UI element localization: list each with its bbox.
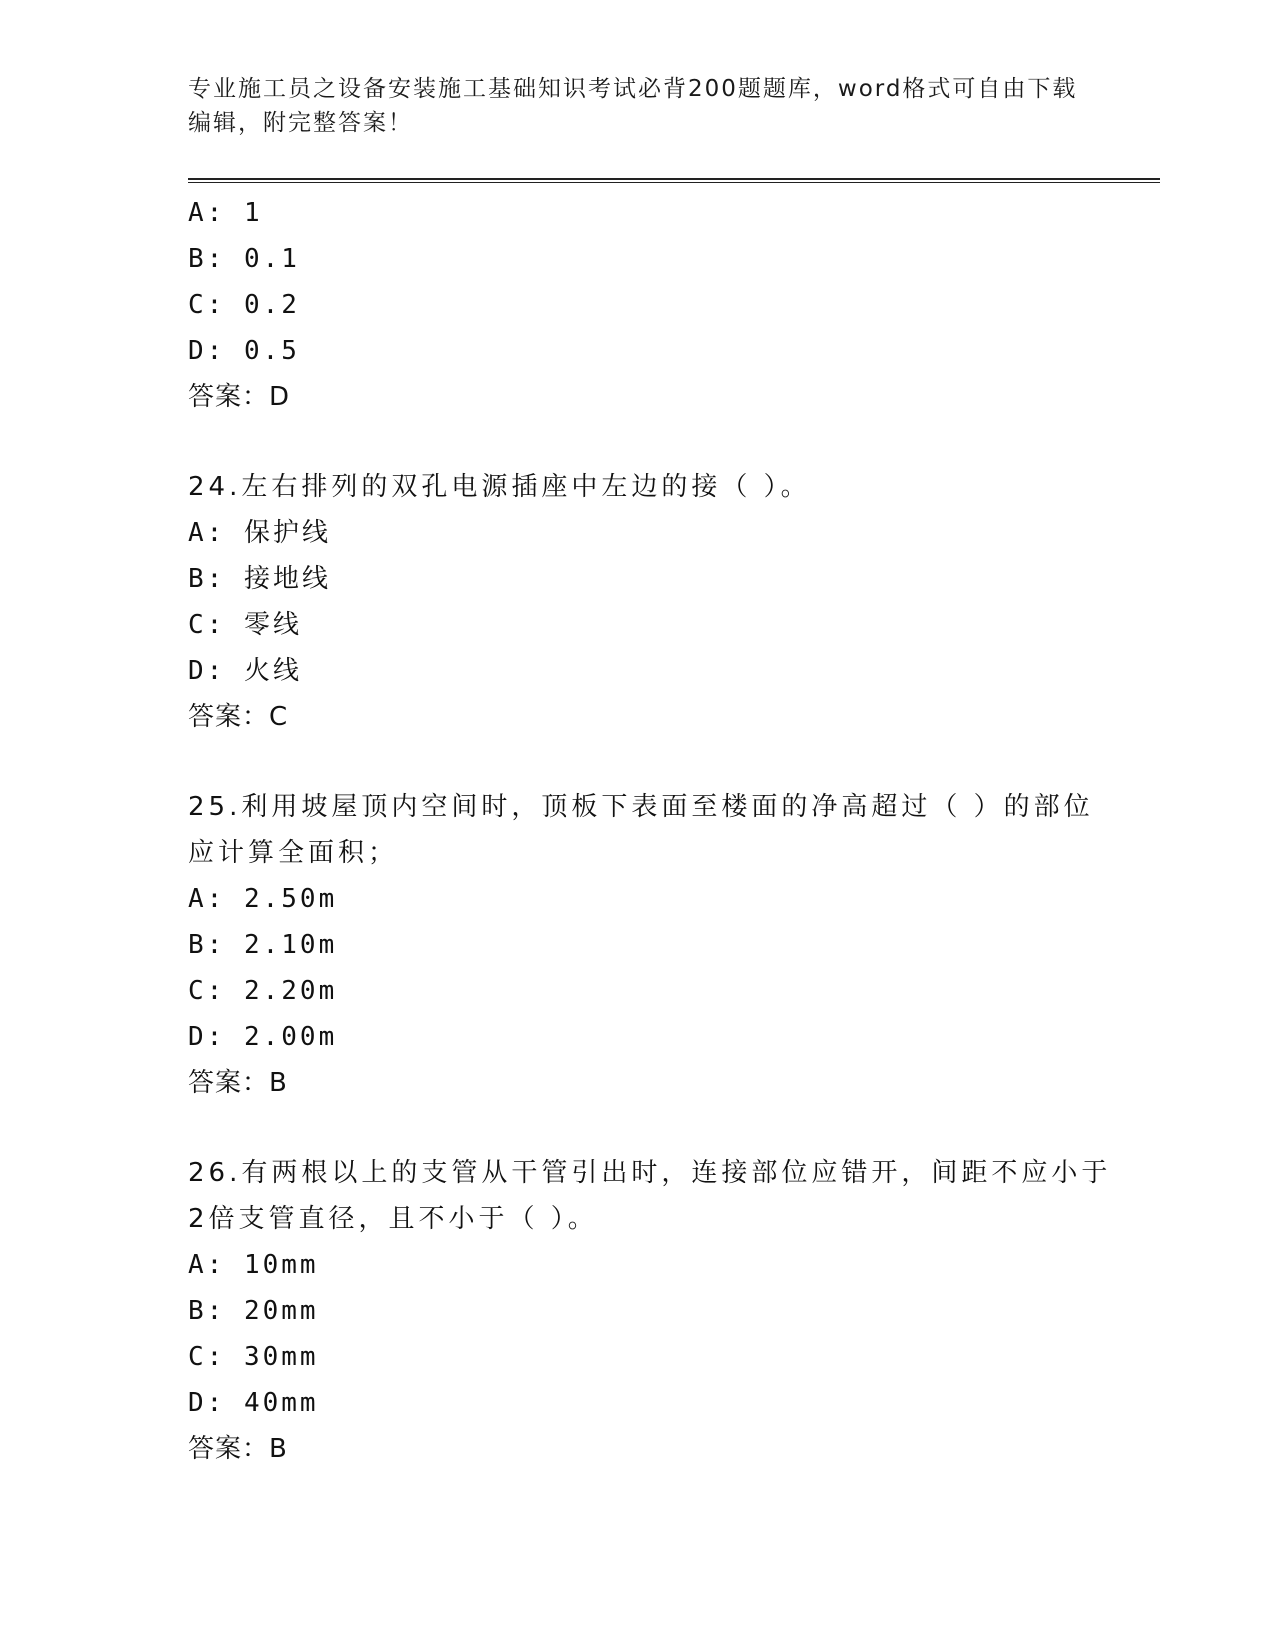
q26-text-line1: 26.有两根以上的支管从干管引出时，连接部位应错开，间距不应小于 bbox=[188, 1158, 1112, 1188]
q25-option-a: A: 2.50m bbox=[188, 884, 338, 914]
document-header bbox=[188, 72, 1088, 140]
q25-text-line2: 应计算全面积； bbox=[188, 838, 399, 868]
q23-option-a: A: 1 bbox=[188, 198, 263, 228]
q26-text bbox=[188, 1150, 1118, 1242]
q26-text-line2: 2倍支管直径，且不小于（ ）。 bbox=[188, 1204, 598, 1234]
q24-text: 24.左右排列的双孔电源插座中左边的接（ ）。 bbox=[188, 472, 811, 502]
document-body bbox=[188, 190, 1118, 1472]
q23-answer: 答案：D bbox=[188, 382, 291, 412]
q26-answer: 答案：B bbox=[188, 1434, 288, 1464]
q25-option-b: B: 2.10m bbox=[188, 930, 338, 960]
q25-answer: 答案：B bbox=[188, 1068, 288, 1098]
q23-option-b: B: 0.1 bbox=[188, 244, 300, 274]
q25-text bbox=[188, 784, 1118, 876]
question-23-block bbox=[188, 190, 1118, 420]
header-title-line1: 专业施工员之设备安装施工基础知识考试必背200题题库，word格式可自由下载 bbox=[188, 76, 1078, 102]
question-26-block bbox=[188, 1150, 1118, 1472]
header-divider bbox=[188, 178, 1160, 183]
q23-option-d: D: 0.5 bbox=[188, 336, 300, 366]
question-24-block bbox=[188, 464, 1118, 740]
q24-option-a: A: 保护线 bbox=[188, 518, 331, 548]
q24-option-b: B: 接地线 bbox=[188, 564, 331, 594]
q24-answer: 答案：C bbox=[188, 702, 289, 732]
q26-option-d: D: 40mm bbox=[188, 1388, 319, 1418]
q25-option-d: D: 2.00m bbox=[188, 1022, 338, 1052]
q26-option-b: B: 20mm bbox=[188, 1296, 319, 1326]
q26-option-c: C: 30mm bbox=[188, 1342, 319, 1372]
q23-option-c: C: 0.2 bbox=[188, 290, 300, 320]
q26-option-a: A: 10mm bbox=[188, 1250, 319, 1280]
q24-option-d: D: 火线 bbox=[188, 656, 302, 686]
question-25-block bbox=[188, 784, 1118, 1106]
q25-text-line1: 25.利用坡屋顶内空间时，顶板下表面至楼面的净高超过（ ）的部位 bbox=[188, 792, 1094, 822]
q25-option-c: C: 2.20m bbox=[188, 976, 338, 1006]
q24-option-c: C: 零线 bbox=[188, 610, 302, 640]
header-title-line2: 编辑，附完整答案！ bbox=[188, 110, 413, 136]
